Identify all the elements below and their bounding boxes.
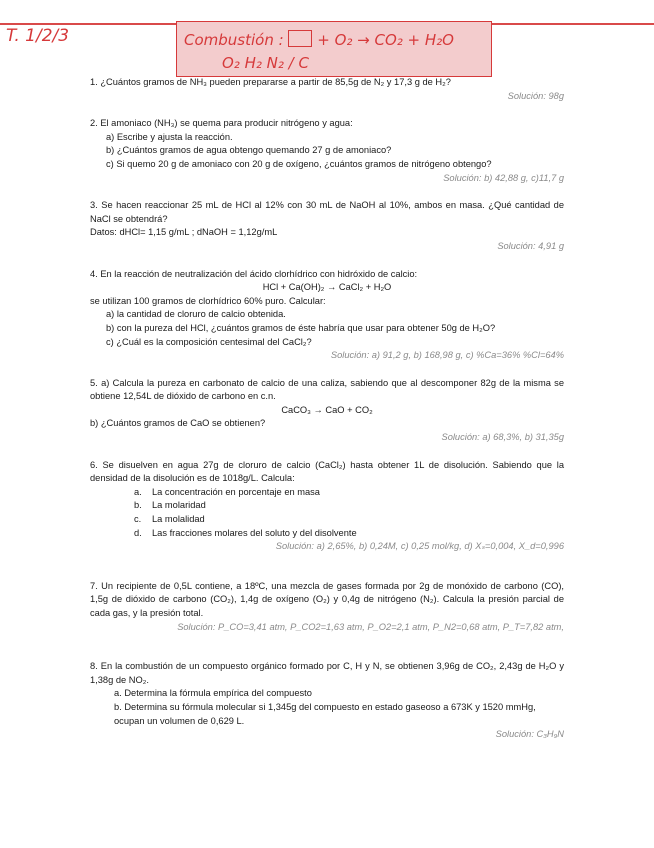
sub-question: c) ¿Cuál es la composición centesimal del CaCl₂? [106, 336, 312, 347]
sub-question: b) ¿Cuántos gramos de CaO se obtienen? [90, 418, 266, 429]
problem-text: 8. En la combustión de un compuesto orgánico formado por C, H y N, se obtienen 3,96g de CO₂, 2,43g de H₂O y 1,38g de NO₂. [90, 661, 564, 685]
solution: Solución: 98g [507, 90, 564, 101]
sub-question: a) la cantidad de cloruro de calcio obtenida. [106, 309, 286, 320]
handwritten-elements: O₂ H₂ N₂ / C [222, 54, 309, 72]
solution: Solución: a) 68,3%, b) 31,35g [441, 432, 564, 443]
equation: CaCO₃ → CaO + CO₂ [281, 404, 373, 415]
sub-question: c) Si quemo 20 g de amoniaco con 20 g de oxígeno, ¿cuántos gramos de nitrógeno obtengo? [106, 158, 492, 169]
solution: Solución: a) 2,65%, b) 0,24M, c) 0,25 mol/kg, d) Xₛ=0,004, X_d=0,996 [275, 541, 564, 552]
problem-1 [90, 76, 564, 103]
problem-text: 3. Se hacen reaccionar 25 mL de HCl al 12% con 30 mL de NaOH al 10%, ambos en masa. ¿Qué cantidad de NaCl se obtendrá? [90, 200, 564, 224]
problem-list [90, 76, 564, 742]
solution: Solución: 4,91 g [497, 240, 564, 251]
problem-6 [90, 459, 564, 554]
blank-square-icon [288, 30, 312, 47]
problem-3 [90, 199, 564, 253]
sub-question: a) Escribe y ajusta la reacción. [106, 131, 233, 142]
sub-question: a. Determina la fórmula empírica del compuesto [114, 688, 312, 699]
sub-question: b) con la pureza del HCl, ¿cuántos gramos de éste habría que usar para obtener 50g de H₂O? [106, 322, 496, 333]
equation: HCl + Ca(OH)₂ → CaCl₂ + H₂O [262, 282, 392, 293]
solution: Solución: C₃H₉N [495, 729, 564, 740]
problem-text: 6. Se disuelven en agua 27g de cloruro de calcio (CaCl₂) hasta obtener 1L de disolución. Sabiendo que la densidad de la disolución es de 1018g/L. Calcula: [90, 459, 564, 484]
problem-text: 7. Un recipiente de 0,5L contiene, a 18ºC, una mezcla de gases formada por 2g de monóxido de carbono (CO), 1,5g de dióxido de carbono (CO₂), 1,4g de oxígeno (O₂) y 0,4g de nitrógeno (N₂). Calcula la presión parcial de cada gas, y la presión total. [90, 580, 564, 618]
solution: Solución: a) 91,2 g, b) 168,98 g, c) %Ca=36% %Cl=64% [330, 350, 564, 361]
list-item: a. La concentración en porcentaje en masa [134, 486, 320, 497]
handwritten-combustion-equation: Combustión : + O₂ → CO₂ + H₂O [184, 31, 454, 49]
solution: Solución: P_CO=3,41 atm, P_CO2=1,63 atm, P_O2=2,1 atm, P_N2=0,68 atm, P_T=7,82 atm, [177, 621, 564, 632]
problem-data: Datos: dHCl= 1,15 g/mL ; dNaOH = 1,12g/mL [90, 227, 278, 238]
problem-text: 5. a) Calcula la pureza en carbonato de calcio de una caliza, sabiendo que al descomponer 82g de la misma se obtiene 12,54L de dióxido de carbono en c.n. [90, 377, 564, 402]
sub-question-list [90, 486, 564, 540]
list-item: b. La molaridad [134, 500, 206, 511]
problem-text: 4. En la reacción de neutralización del ácido clorhídrico con hidróxido de calcio: [90, 268, 418, 279]
sub-question: b. Determina su fórmula molecular si 1,345g del compuesto en estado gaseoso a 673K y 1520 mmHg, ocupan un volumen de 0,629 L. [114, 701, 536, 726]
solution: Solución: b) 42,88 g, c)11,7 g [443, 172, 564, 183]
problem-8 [90, 660, 564, 742]
list-item: d. Las fracciones molares del soluto y del disolvente [134, 527, 357, 538]
sub-question: b) ¿Cuántos gramos de agua obtengo quemando 27 g de amoniaco? [106, 145, 392, 156]
problem-text: 1. ¿Cuántos gramos de NH₃ pueden prepararse a partir de 85,5g de N₂ y 17,3 g de H₂? [90, 77, 451, 87]
problem-5 [90, 377, 564, 445]
problem-4 [90, 268, 564, 363]
handwritten-title: T. 1/2/3 [6, 26, 70, 46]
list-item: c. La molalidad [134, 514, 205, 525]
problem-7 [90, 580, 564, 634]
problem-text: 2. El amoniaco (NH₃) se quema para producir nitrógeno y agua: [90, 118, 353, 129]
problem-text-2: se utilizan 100 gramos de clorhídrico 60% puro. Calcular: [90, 295, 326, 306]
problem-2 [90, 117, 564, 185]
